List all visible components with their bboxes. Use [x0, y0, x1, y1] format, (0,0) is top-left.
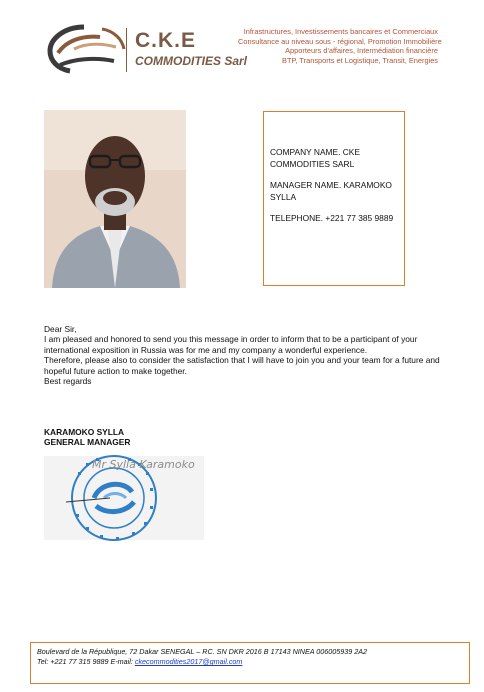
salutation: Dear Sir, [44, 324, 77, 334]
contact-info-box [263, 111, 405, 286]
letter-paragraph: Therefore, please also to consider the satisfaction that I will have to join you and your team for a future and hopeful future action to make together. [44, 355, 440, 376]
manager-name: MANAGER NAME. KARAMOKO SYLLA [270, 180, 392, 202]
services-list [238, 27, 442, 65]
footer-box [30, 642, 470, 684]
brand-name: C.K.E [135, 29, 197, 52]
signatory-title: GENERAL MANAGER [44, 437, 131, 447]
letter-paragraph: I am pleased and honored to send you this message in order to inform that to be a participant of your international exposition in Russia was for me and my company a wonderful experience. [44, 334, 418, 355]
email-link[interactable]: ckecommodities2017@gmail.com [134, 657, 243, 666]
logo-divider [126, 28, 127, 72]
footer-address: Boulevard de la République, 72 Dakar SENEGAL – RC. SN DKR 2016 B 17143 NINEA 006005939 2A2 [37, 647, 368, 656]
company-name: COMPANY NAME. CKE COMMODITIES SARL [270, 147, 360, 169]
footer-contact-prefix: Tel: +221 77 315 9889 E-mail: [37, 657, 135, 666]
signatory-name: KARAMOKO SYLLA [44, 427, 125, 437]
handwritten-signature: Mr Sylla Karamoko [92, 458, 195, 471]
brand-subtitle: COMMODITIES Sarl [135, 54, 248, 68]
services-line: Infrastructures, Investissements bancaires et Commerciaux [243, 27, 438, 36]
services-line: Apporteurs d'affaires, Intermédiation financière [285, 46, 438, 56]
footer-contact [37, 657, 469, 667]
services-line: Consultance au niveau sous - régional, Promotion Immobilière [238, 36, 442, 46]
telephone: TELEPHONE. +221 77 385 9889 [270, 213, 394, 223]
manager-photo [44, 110, 186, 288]
letter-body [44, 324, 444, 386]
services-line: BTP, Transports et Logistique, Transit, Energies [282, 55, 438, 65]
closing: Best regards [44, 376, 92, 387]
company-logo-icon [44, 23, 132, 75]
